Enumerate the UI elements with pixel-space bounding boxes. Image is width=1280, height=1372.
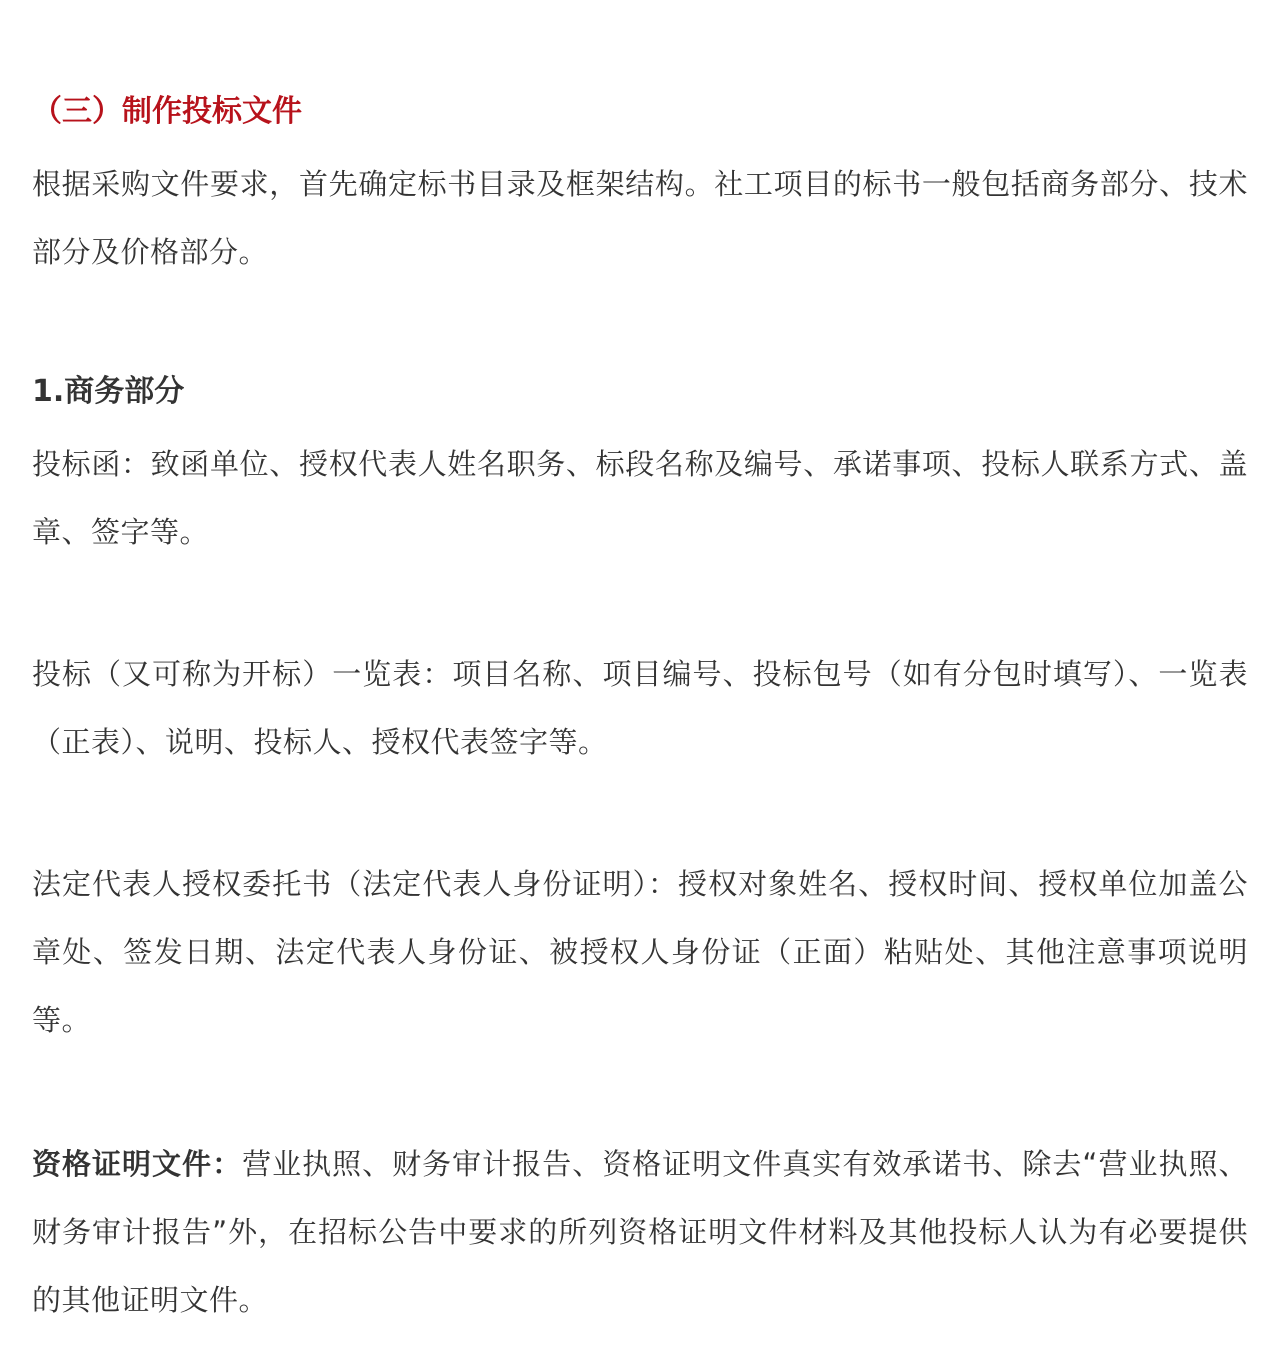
section-heading: （三）制作投标文件	[32, 94, 302, 129]
paragraph-bid-letter: 投标函：致函单位、授权代表人姓名职务、标段名称及编号、承诺事项、投标人联系方式、盖章、签字等。	[32, 447, 1248, 549]
sub-heading-business: 1.商务部分	[32, 374, 185, 409]
paragraph-authorization: 法定代表人授权委托书（法定代表人身份证明）：授权对象姓名、授权时间、授权单位加盖公章处、签发日期、法定代表人身份证、被授权人身份证（正面）粘贴处、其他注意事项说明等。	[32, 867, 1248, 1037]
qualification-lead: 资格证明文件：	[32, 1147, 243, 1181]
paragraph-bid-summary: 投标（又可称为开标）一览表：项目名称、项目编号、投标包号（如有分包时填写）、一览表（正表）、说明、投标人、授权代表签字等。	[32, 657, 1248, 759]
intro-paragraph: 根据采购文件要求，首先确定标书目录及框架结构。社工项目的标书一般包括商务部分、技术部分及价格部分。	[32, 167, 1248, 269]
qualification-text: 营业执照、财务审计报告、资格证明文件真实有效承诺书、除去“营业执照、财务审计报告”外，在招标公告中要求的所列资格证明文件材料及其他投标人认为有必要提供的其他证明文件。	[32, 1147, 1248, 1317]
paragraph-qualification	[32, 1130, 1248, 1334]
